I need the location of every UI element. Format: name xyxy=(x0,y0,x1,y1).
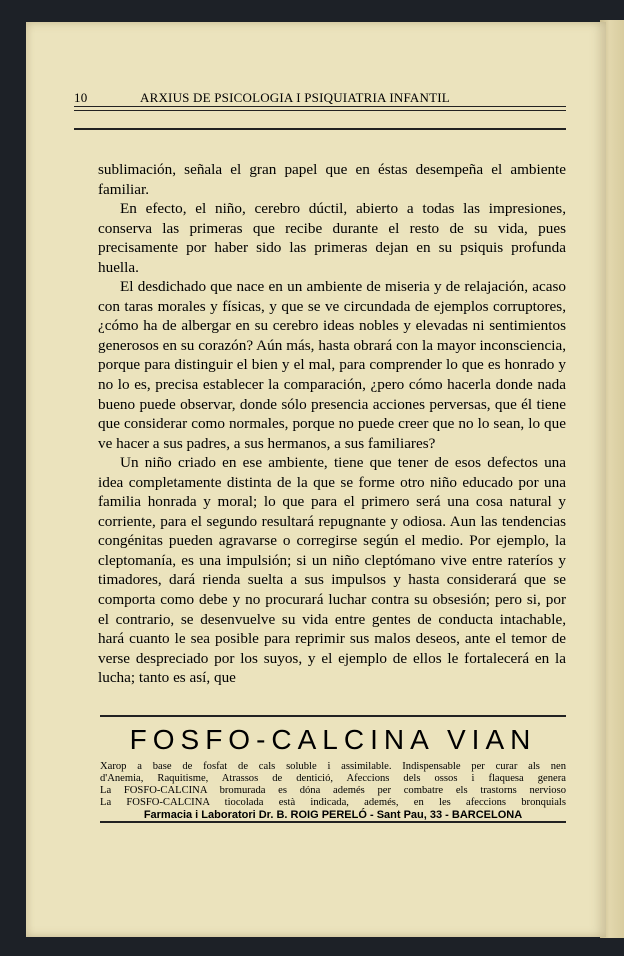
header-rule xyxy=(74,128,566,130)
body-text xyxy=(98,160,566,688)
ad-line: La FOSFO-CALCINA tiocolada està indicada, ademés, en les afeccions bronquials xyxy=(100,796,566,808)
header-rule xyxy=(74,106,566,107)
ad-line: Xarop a base de fosfat de cals soluble i assimilable. Indispensable per curar als nen xyxy=(100,761,566,772)
paragraph: En efecto, el niño, cerebro dúctil, abierto a todas las impresiones, conserva las primeras que recibe durante el resto de su vida, pues precisamente por haber sido las primeras dejan en su psiquis profunda huella. xyxy=(98,200,566,276)
ad-rule xyxy=(100,821,566,823)
ad-rule xyxy=(100,715,566,717)
ad-footer: Farmacia i Laboratori Dr. B. ROIG PERELÓ - Sant Pau, 33 - BARCELONA xyxy=(143,809,523,821)
ad-line: d'Anemia, Raquitisme, Atrassos de dentició, Afeccions dels ossos i flaquesa genera xyxy=(100,772,566,784)
ad-brand: FOSFO-CALCINA VIAN xyxy=(129,724,537,755)
paragraph: sublimación, señala el gran papel que en éstas desempeña el ambiente familiar. xyxy=(98,161,566,198)
paragraph: El desdichado que nace en un ambiente de miseria y de relajación, acaso con taras morales y físicas, y que se ve circundada de ejemplos corruptores, ¿cómo ha de albergar en su cerebro ideas nobles y elevadas ni sentimientos generosos en su corazón? Aún más, hasta obrará con la mayor inconsciencia, porque para distinguir el bien y el mal, para comprender lo que es honrado y no lo es, precisa establecer la comparación, ¿pero cómo hacerla donde nada bueno puede observar, donde sólo presencia acciones perversas, que él tiene que considerar como normales, porque no puede creer que no lo sean, lo que ve hacer a sus padres, a sus hermanos, a sus familiares? xyxy=(98,278,566,452)
running-header xyxy=(74,90,566,110)
ad-line: La FOSFO-CALCINA bromurada es dóna ademés per combatre els trastorns nervioso xyxy=(100,784,566,796)
header-rule xyxy=(74,110,566,111)
ad-text xyxy=(100,761,566,809)
running-title: ARXIUS DE PSICOLOGIA I PSIQUIATRIA INFANTIL xyxy=(140,90,450,105)
paragraph: Un niño criado en ese ambiente, tiene que tener de esos defectos una idea completamente distinta de la que se forme otro niño educado por una familia honrada y moral; lo que para el primero será una cosa natural y corriente, para el segundo resultará repugnante y odiosa. Aun las tendencias congénitas pueden agravarse o corregirse según el medio. Por ejemplo, la cleptomanía, es una impulsión; si un niño cleptómano vive entre rateríos y timadores, dará rienda suelta a sus impulsos y hasta considerará que se comporta como debe y no procurará luchar contra su obsesión; pero si, por el contrario, se desenvuelve su vida entre gentes de conducta intachable, hará cuanto le sea posible para reprimir sus malos deseos, ante el temor de verse despreciado por los suyos, y el ejemplo de ellos le fortalecerá en la lucha; tanto es así, que xyxy=(98,454,566,687)
advertisement xyxy=(100,712,566,824)
page-number: 10 xyxy=(74,90,88,105)
